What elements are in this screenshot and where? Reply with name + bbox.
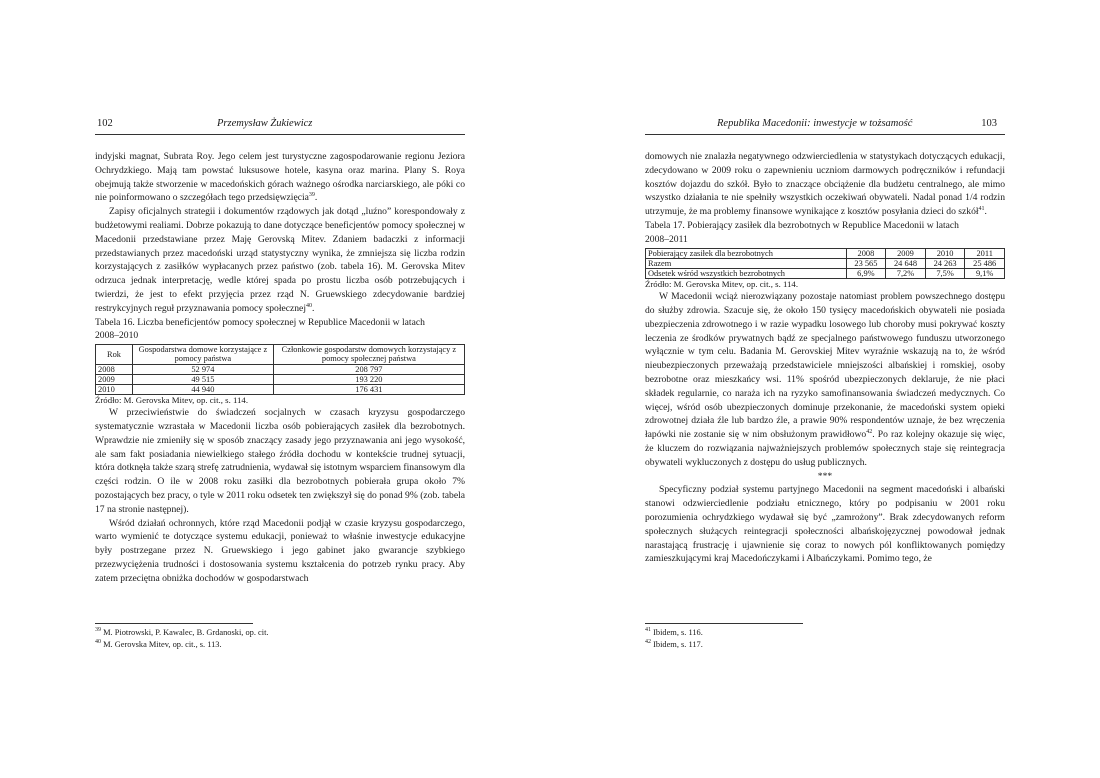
table-row <box>96 374 465 384</box>
table-cell: 193 220 <box>273 374 464 384</box>
paragraph: W przeciwieństwie do świadczeń socjalnych w czasach kryzysu gospodarczego systematycznie wzrastała w Macedonii liczba osób pobierających zasiłek dla bezrobotnych. Wprawdzie nie zmieniły się w sposób znaczący zasady jego przyznawania ani jego wysokość, ale sam fakt posiadania niewielkiego stałego źródła dochodu w kontekście trudnej sytuacji, która dotknęła także szarą strefę zatrudnienia, wydawał się istotnym wsparciem finansowym dla części rodzin. O ile w 2008 roku zasiłki dla bezrobotnych pobierała grupa około 7% pozostających bez pracy, o tyle w 2011 roku odsetek ten zwiększył się do ponad 9% (zob. tabela 17 na stronie następnej). <box>95 407 465 515</box>
table-header: 2008 <box>846 248 886 258</box>
footnote-ref: 40 <box>305 302 312 309</box>
footnote-rule <box>645 623 803 624</box>
page-body <box>645 150 1005 566</box>
table-caption: Tabela 17. Pobierający zasiłek dla bezrobotnych w Republice Macedonii w latach <box>645 219 959 231</box>
table-cell: 2009 <box>96 374 133 384</box>
table-cell: 25 486 <box>965 258 1005 268</box>
table-cell: 52 974 <box>133 364 274 374</box>
table-cell: 176 431 <box>273 384 464 394</box>
paragraph: domowych nie znalazła negatywnego odzwierciedlenia w statystykach dotyczących edukacji, zdecydowano w 2009 roku o zapewnieniu uczniom darmowych podręczników i refundacji kosztów dojazdu do szkół. Było to znaczące obciążenie dla budżetu centralnego, ale mimo wszystko działania te nie spełniły wszystkich oczekiwań obywateli. Nadal ponad 1/4 rodzin utrzymuje, że ma problemy finansowe wynikające z kosztów posyłania dzieci do szkół$^{41}$. <box>645 151 1005 218</box>
running-title: Republika Macedonii: inwestycje w tożsamość <box>717 118 913 129</box>
table-row <box>646 268 1005 278</box>
paragraph: Specyficzny podział systemu partyjnego Macedonii na segment macedoński i albański stanowi odzwierciedlenie podziału etnicznego, który po podpisaniu w 2001 roku porozumienia ochrydzkiego wydawał się być „zamrożony”. Brak zdecydowanych reform społecznych służących reintegracji społeczności albańskojęzycznej powodował jednak narastającą frustrację i ujawnienie się coraz to nowych pól konfliktowanych pomiędzy zamieszkującymi kraj Macedończykami i Albańczykami. Pomimo tego, że <box>645 484 1005 565</box>
running-head <box>645 118 1005 135</box>
table-header-row <box>646 248 1005 258</box>
footnote-ref: 39 <box>308 192 315 199</box>
table-cell: 2008 <box>96 364 133 374</box>
table-caption: Tabela 16. Liczba beneficjentów pomocy społecznej w Republice Macedonii w latach <box>95 316 425 328</box>
footnote: $^{42}$ Ibidem, s. 117. <box>645 638 703 649</box>
table-header: Członkowie gospodarstw domowych korzystający z pomocy społecznej państwa <box>273 345 464 364</box>
table-header: 2009 <box>886 248 926 258</box>
table-header: 2011 <box>965 248 1005 258</box>
table-caption-years: 2008–2011 <box>645 233 688 245</box>
table-cell: 49 515 <box>133 374 274 384</box>
footnote-ref: 41 <box>978 206 985 212</box>
table-header-row <box>96 345 465 364</box>
running-head <box>95 118 465 135</box>
footnote: $^{40}$ M. Gerovska Mitev, op. cit., s. 113. <box>95 638 222 649</box>
table-header: Rok <box>96 345 133 364</box>
table-cell: 24 648 <box>886 258 926 268</box>
footnote: $^{39}$ M. Piotrowski, P. Kawalec, B. Grdanoski, op. cit. <box>95 627 269 637</box>
table-cell: Odsetek wśród wszystkich bezrobotnych <box>646 268 847 278</box>
footnote-rule <box>95 623 253 624</box>
footnotes <box>95 623 465 650</box>
footnote: $^{41}$ Ibidem, s. 116. <box>645 627 703 637</box>
table-cell: 24 263 <box>925 258 965 268</box>
table-cell: 208 797 <box>273 364 464 374</box>
table-17 <box>645 248 1005 280</box>
page-number: 103 <box>981 118 997 129</box>
paragraph: W Macedonii wciąż nierozwiązany pozostaje natomiast problem powszechnego dostępu do służby zdrowia. Szacuje się, że około 150 tysięcy macedońskich obywateli nie posiada ubezpieczenia zdrowotnego i w razie wypadku losowego lub choroby musi pokrywać koszty leczenia ze środków prywatnych bądź ze specjalnego państwowego funduszu utworzonego wyłącznie w tym celu. Badania M. Gerovskiej Mitev wyraźnie wskazują na to, że wśród nieubezpieczonych przeważają przedstawiciele mniejszości albańskiej i romskiej, osoby bezrobotne oraz mieszkańcy wsi. 11% spośród ubezpieczonych deklaruje, że nie płaci składek regularnie, co naraża ich na ryzyko samofinansowania świadczeń medycznych. Co więcej, wśród osób ubezpieczonych dominuje przekonanie, że macedoński system opieki zdrowotnej działa źle lub bardzo źle, a prawie 90% respondentów uznaje, że bez wręczenia łapówki nie zostanie się w nim obsłużonym prawidłowo$^{42}$. Po raz kolejny okazuje się więc, że kluczem do rozwiązania najważniejszych problemów społecznych staje się reintegracja obywateli wykluczonych z dostępu do usług publicznych. <box>645 291 1006 468</box>
paragraph: Wśród działań ochronnych, które rząd Macedonii podjął w czasie kryzysu gospodarczego, warto wymienić te dotyczące systemu edukacji, ponieważ to właśnie inwestycje edukacyjne były postrzegane przez N. Gruewskiego i jego gabinet jako gwarancje szybkiego przezwyciężenia trudności i dostosowania systemu kształcenia do potrzeb rynku pracy. Aby zatem przeciętna obniżka dochodów w gospodarstwach <box>95 517 465 584</box>
paragraph: indyjski magnat, Subrata Roy. Jego celem jest turystyczne zagospodarowanie regionu Jeziora Ochrydzkiego. Mają tam powstać luksusowe hotele, kasyna oraz marina. Plany S. Roya obejmują także stworzenie w macedońskich górach ważnego ośrodka narciarskiego, ale póki co nie poinformowano o szczegółach tego przedsięwzięcia$^{39}$. <box>95 151 465 204</box>
table-caption-years: 2008–2010 <box>95 330 139 342</box>
footnote-ref: 42 <box>866 428 873 435</box>
table-header: Pobierający zasiłek dla bezrobotnych <box>646 248 847 258</box>
footnotes <box>645 623 1005 650</box>
table-cell: 44 940 <box>133 384 274 394</box>
table-row <box>646 258 1005 268</box>
table-16 <box>95 344 465 395</box>
table-cell: Razem <box>646 258 847 268</box>
table-cell: 2010 <box>96 384 133 394</box>
table-header: 2010 <box>925 248 965 258</box>
table-row <box>96 364 465 374</box>
table-source: Źródło: M. Gerovska Mitev, op. cit., s. 114. <box>645 279 799 290</box>
table-row <box>96 384 465 394</box>
page-number: 102 <box>97 118 113 129</box>
table-source: Źródło: M. Gerovska Mitev, op. cit., s. 114. <box>95 395 249 406</box>
table-cell: 6,9% <box>846 268 886 278</box>
running-title: Przemysław Żukiewicz <box>217 118 313 129</box>
paragraph: Zapisy oficjalnych strategii i dokumentów rządowych jak dotąd „luźno” korespondowały z budżetowymi realiami. Dobrze pokazują to dane dotyczące beneficjentów pomocy społecznej w Macedonii przedstawiane przez Maję Gerovską Mitev. Zdaniem badaczki z informacji przedstawianych przez macedoński urząd statystyczny wynika, że zmniejsza się liczba rodzin korzystających z zasiłków wypłacanych przez państwo (zob. tabela 16). M. Gerovska Mitev odrzuca jednak interpretację, wedle której spada po prostu liczba osób potrzebujących i twierdzi, że jest to efekt przyjęcia przez rząd N. Gruewskiego zdecydowanie bardziej restrykcyjnych reguł przyznawania pomocy społecznej$^{40}$. <box>95 206 465 314</box>
table-cell: 23 565 <box>846 258 886 268</box>
page-body <box>95 150 465 586</box>
table-header: Gospodarstwa domowe korzystające z pomocy państwa <box>133 345 274 364</box>
table-cell: 7,5% <box>925 268 965 278</box>
table-cell: 7,2% <box>886 268 926 278</box>
section-separator: *** <box>817 470 833 482</box>
table-cell: 9,1% <box>965 268 1005 278</box>
